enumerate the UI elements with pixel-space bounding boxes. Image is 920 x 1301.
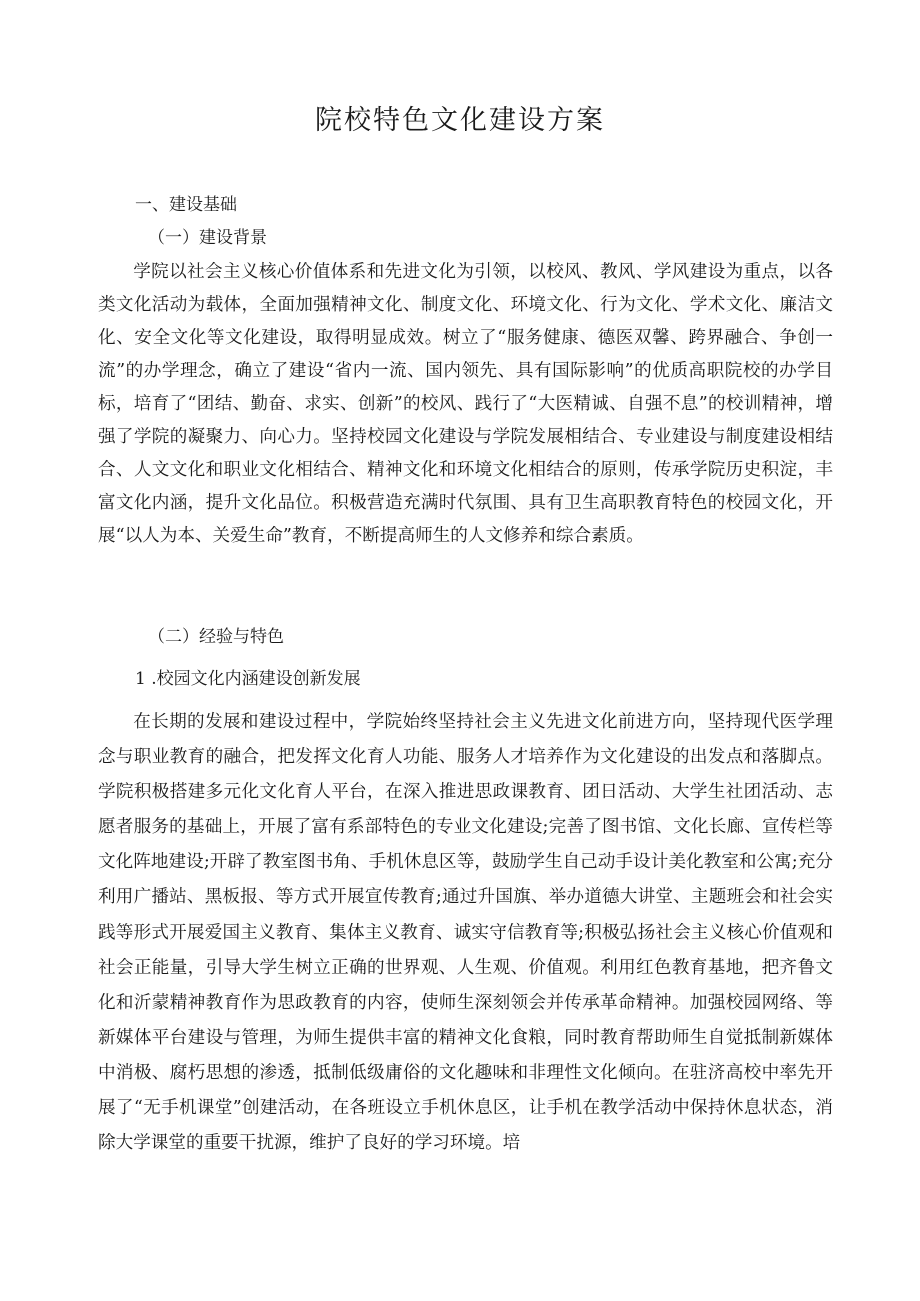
background-paragraph: 学院以社会主义核心价值体系和先进文化为引领，以校风、教风、学风建设为重点，以各类文化活动为载体，全面加强精神文化、制度文化、环境文化、行为文化、学术文化、廉洁文化、安全文化等文化建设，取得明显成效。树立了“服务健康、德医双馨、跨界融合、争创一流”的办学理念，确立了建设“省内一流、国内领先、具有国际影响”的优质高职院校的办学目标，培育了“团结、勤奋、求实、创新”的校风、践行了“大医精诚、自强不息”的校训精神，增强了学院的凝聚力、向心力。坚持校园文化建设与学院发展相结合、专业建设与制度建设相结合、人文文化和职业文化相结合、精神文化和环境文化相结合的原则，传承学院历史积淀，丰富文化内涵，提升文化品位。积极营造充满时代氛围、具有卫生高职教育特色的校园文化，开展“以人为本、关爱生命”教育，不断提高师生的人文修养和综合素质。 <box>98 262 833 546</box>
section-heading-foundation: 一、建设基础 <box>135 195 237 215</box>
subsection-heading-experience: （二）经验与特色 <box>148 627 284 647</box>
subsection-heading-background: （一）建设背景 <box>148 228 267 248</box>
culture-innovation-paragraph: 在长期的发展和建设过程中，学院始终坚持社会主义先进文化前进方向，坚持现代医学理念与职业教育的融合，把发挥文化育人功能、服务人才培养作为文化建设的出发点和落脚点。学院积极搭建多元化文化育人平台，在深入推进思政课教育、团日活动、大学生社团活动、志愿者服务的基础上，开展了富有系部特色的专业文化建设;完善了图书馆、文化长廊、宣传栏等文化阵地建设;开辟了教室图书角、手机休息区等，鼓励学生自己动手设计美化教室和公寓;充分利用广播站、黑板报、等方式开展宣传教育;通过升国旗、举办道德大讲堂、主题班会和社会实践等形式开展爱国主义教育、集体主义教育、诚实守信教育等;积极弘扬社会主义核心价值观和社会正能量，引导大学生树立正确的世界观、人生观、价值观。利用红色教育基地，把齐鲁文化和沂蒙精神教育作为思政教育的内容，使师生深刻领会并传承革命精神。加强校园网络、等新媒体平台建设与管理，为师生提供丰富的精神文化食粮，同时教育帮助师生自觉抵制新媒体中消极、腐朽思想的渗透，抵制低级庸俗的文化趣味和非理性文化倾向。在驻济高校中率先开展了“无手机课堂”创建活动，在各班设立手机休息区，让手机在教学活动中保持休息状态，消除大学课堂的重要干扰源，维护了良好的学习环境。培 <box>98 712 833 1154</box>
document-title: 院校特色文化建设方案 <box>315 105 605 136</box>
item-heading-culture-innovation: 1 .校园文化内涵建设创新发展 <box>135 669 361 689</box>
